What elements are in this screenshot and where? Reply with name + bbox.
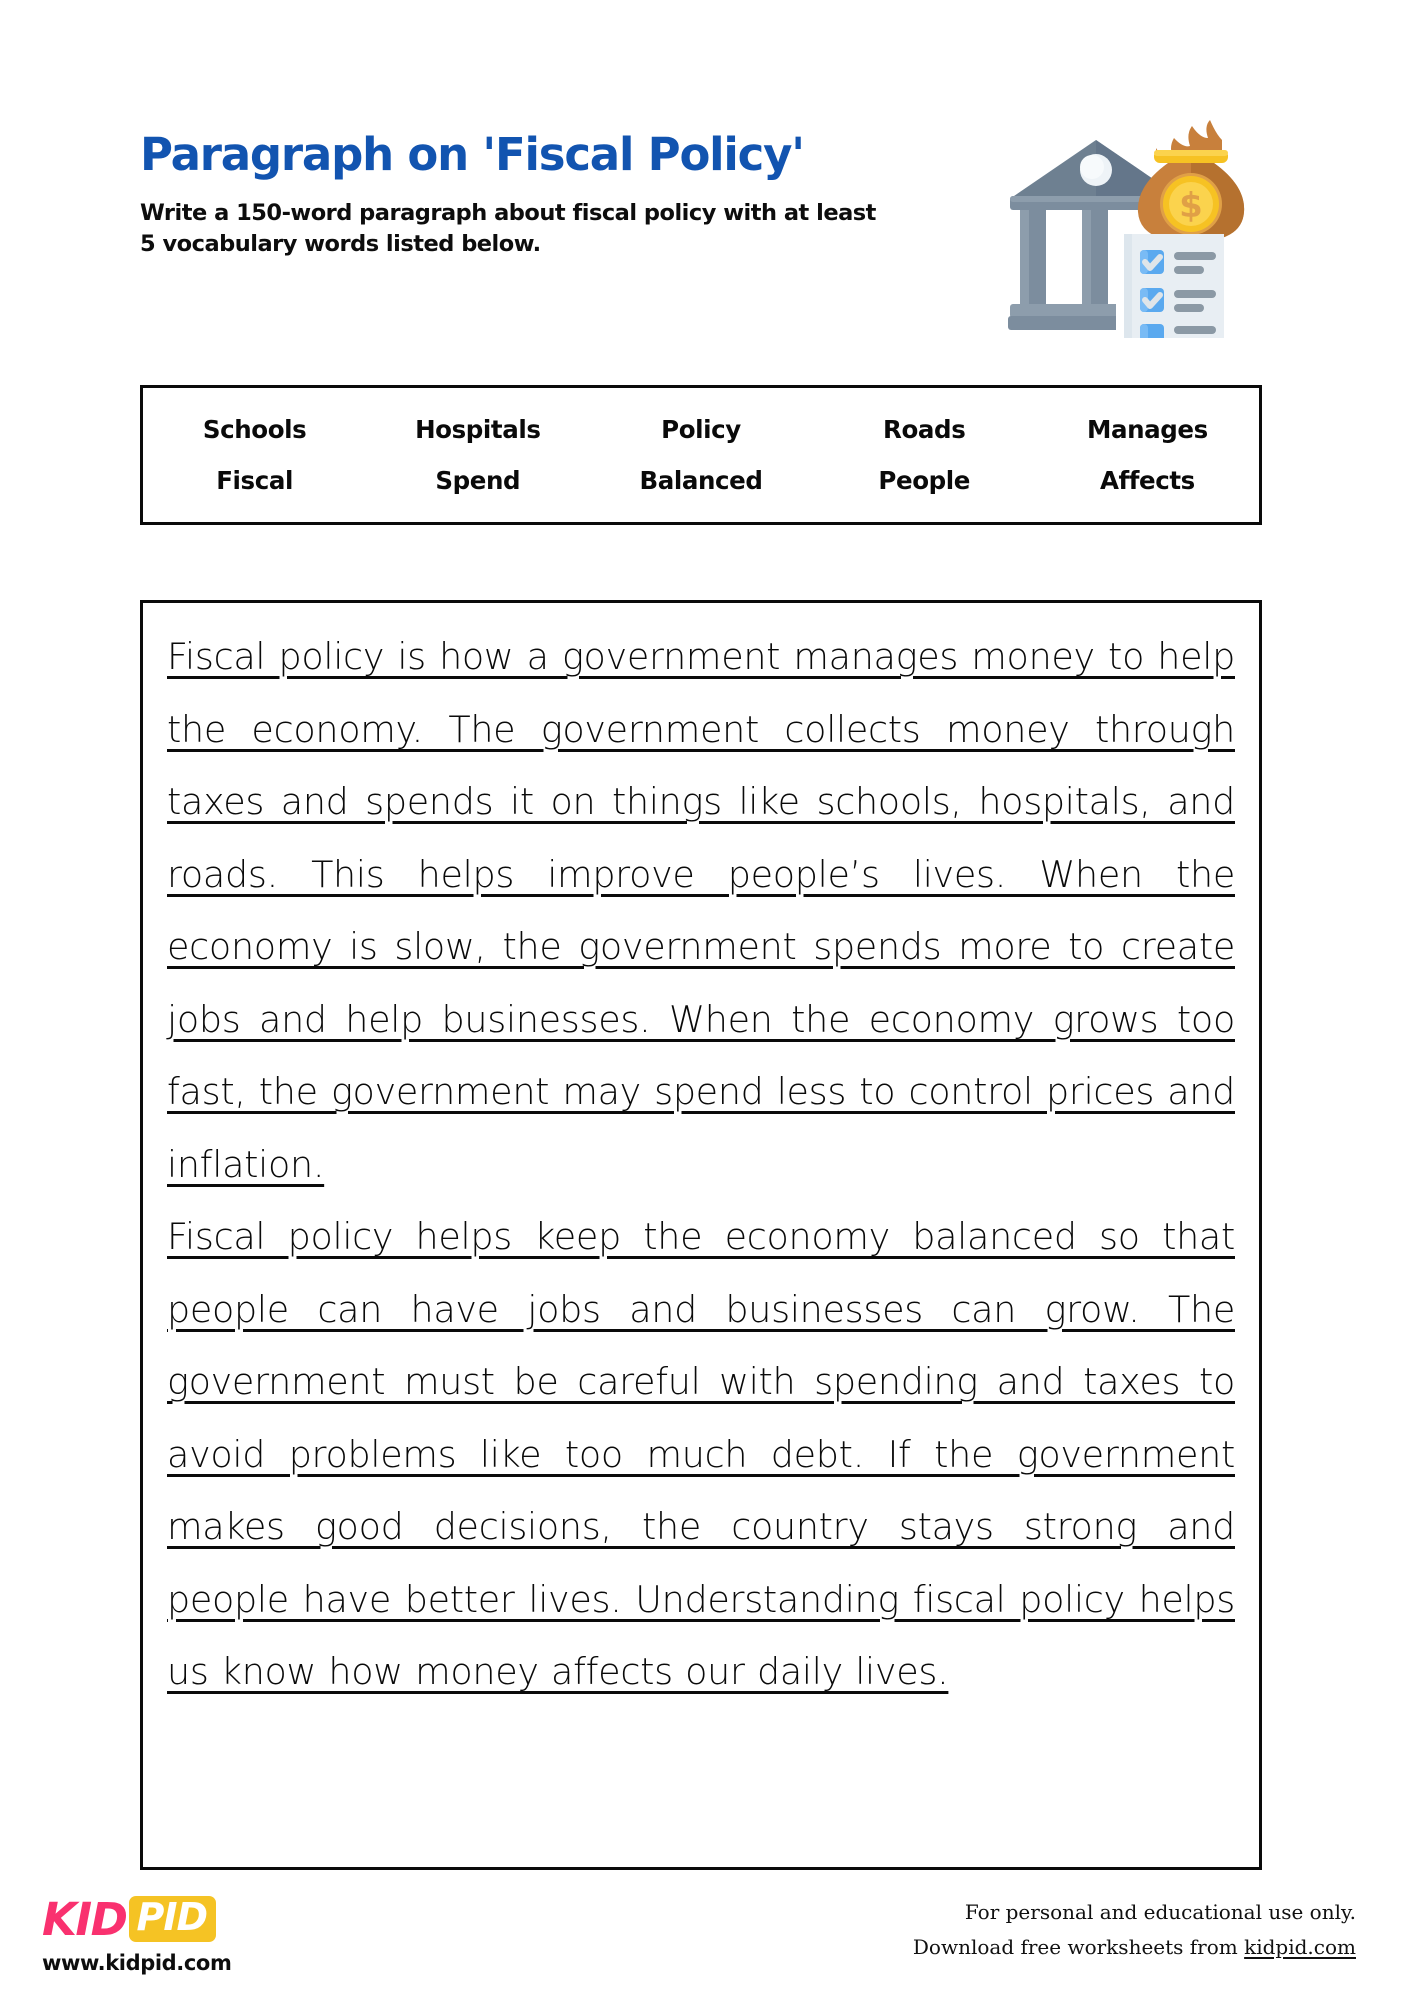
answer-writing-area[interactable] <box>140 600 1262 1870</box>
worksheet-header <box>140 130 1300 370</box>
footer-note-line-1: For personal and educational use only. <box>964 1900 1356 1924</box>
vocab-word: Schools <box>202 415 307 444</box>
page-title: Paragraph on 'Fiscal Policy' <box>140 128 804 181</box>
vocab-word: Spend <box>435 466 521 495</box>
vocab-word: Policy <box>661 415 741 444</box>
vocab-word: Manages <box>1087 415 1208 444</box>
vocab-word: Affects <box>1099 466 1195 495</box>
footer-note-line-2 <box>913 1930 1356 1965</box>
answer-paragraph-1: Fiscal policy is how a government manages money to help the economy. The government collects money through taxes and spends it on things like schools, hospitals, and roads. This helps improve people’s lives. When the economy is slow, the government spends more to create jobs and help businesses. When the economy grows too fast, the government may spend less to control prices and inflation. <box>167 635 1235 1186</box>
vocabulary-word-bank <box>140 385 1262 525</box>
brand-website-url[interactable]: www.kidpid.com <box>42 1951 232 1975</box>
answer-paragraph-2: Fiscal policy helps keep the economy balanced so that people can have jobs and businesses can grow. The government must be careful with spending and taxes to avoid problems like too much debt. If the government makes good decisions, the country stays strong and people have better lives. Understanding fiscal policy helps us know how money affects our daily lives. <box>167 1215 1235 1693</box>
checklist-document-icon <box>1124 234 1224 338</box>
word-bank-row <box>143 415 1259 444</box>
vocab-word: Roads <box>883 415 966 444</box>
footer-note-prefix: Download free worksheets from <box>912 1935 1245 1959</box>
footer-usage-note <box>913 1895 1356 1965</box>
page-footer <box>0 1885 1414 2000</box>
worksheet-instructions: Write a 150-word paragraph about fiscal policy with at least 5 vocabulary words listed below. <box>140 199 876 258</box>
word-bank-row <box>143 466 1259 495</box>
header-text-block <box>140 130 900 261</box>
vocab-word: People <box>878 466 970 495</box>
bank-money-checklist-icon <box>1008 108 1258 338</box>
kidpid-logo <box>42 1893 231 1945</box>
logo-kid-text: KID <box>42 1892 127 1946</box>
money-bag-icon <box>1138 120 1244 242</box>
kidpid-link[interactable]: kidpid.com <box>1244 1935 1356 1959</box>
vocab-word: Fiscal <box>216 466 293 495</box>
vocab-word: Hospitals <box>415 415 541 444</box>
vocab-word: Balanced <box>639 466 763 495</box>
logo-pid-text: PID <box>129 1896 216 1942</box>
kidpid-brand <box>42 1893 231 1975</box>
svg-text:$: $ <box>1179 186 1203 226</box>
